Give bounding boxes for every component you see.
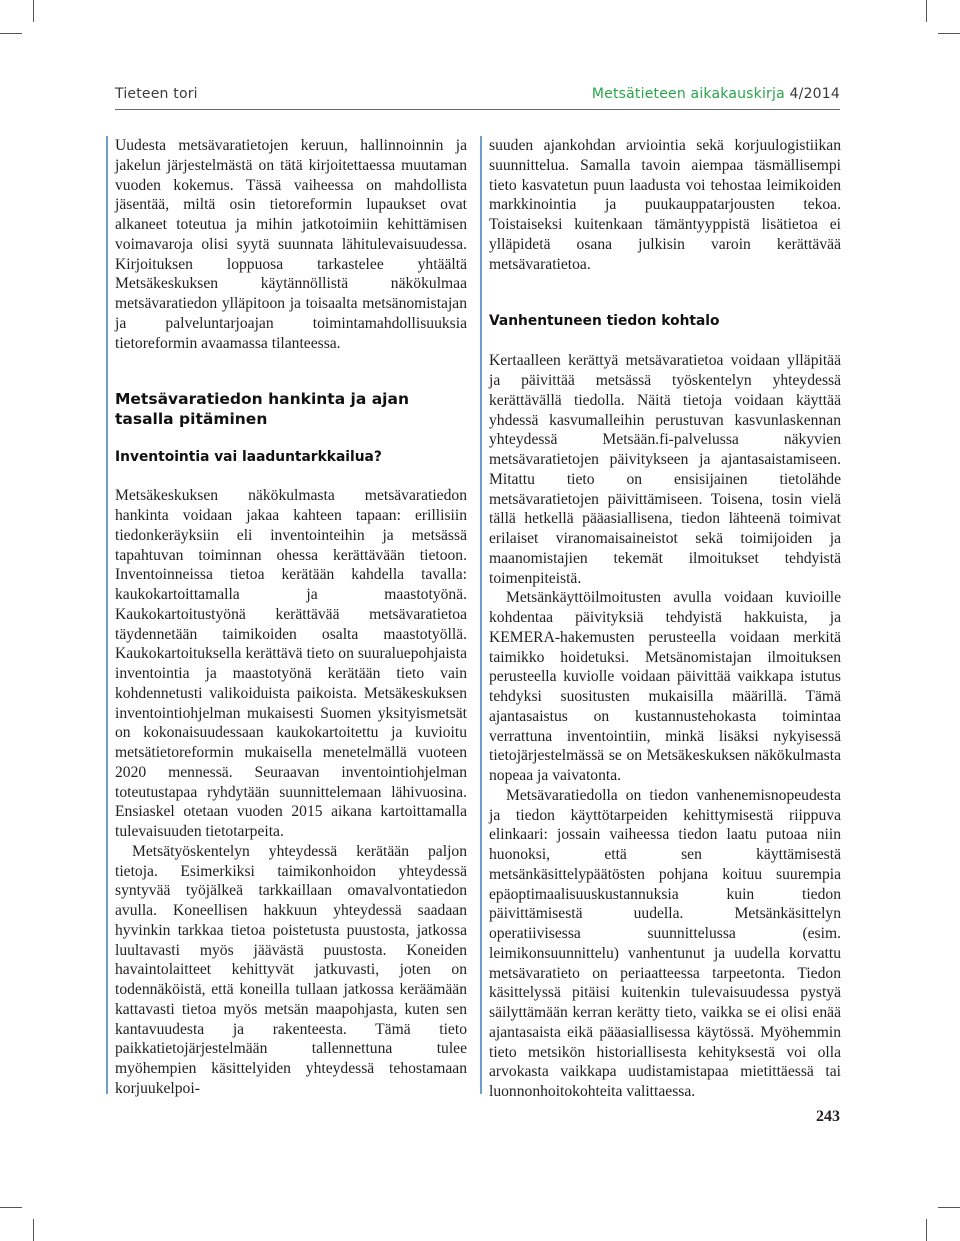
crop-mark — [926, 1219, 927, 1241]
crop-mark — [0, 33, 22, 34]
intro-paragraph: Uudesta metsävaratietojen keruun, hallinnoinnin ja jakelun järjestelmästä on tätä kirjoitettaessa muutaman vuoden kokemus. Tässä vaiheessa on mahdollista jäsentää, miltä osin tietoreformin lupaukset ovat alkaneet toteutua ja mihin jatkotoimiin kehittämisen voimavaroja olisi syytä suunnata lähitulevaisuudessa. Kirjoituksen loppuosa tarkastelee yhtäältä Metsäkeskuksen käytännöllistä näkökulmaa metsävaratiedon ylläpitoon ja toisaalta metsänomistajan ja palveluntarjoajan toimintamahdollisuuksia tietoreformin avaamassa tilanteessa. — [115, 137, 467, 352]
body-paragraph: suuden ajankohdan arviointia sekä korjuulogistiikan suunnittelua. Samalla tavoin aiempaa täsmällisempi tieto kasvatetun puun laadusta voi tehostaa leimikoiden markkinointia ja puukauppatarjousten tekoa. Toistaiseksi kuitenkaan tämäntyyppistä lisätietoa ei ylläpidetä osana julkisin varoin kerättävää metsävaratietoa. — [489, 137, 841, 273]
journal-name: Metsätieteen aikakauskirja — [591, 86, 785, 102]
crop-mark — [926, 0, 927, 22]
left-column — [115, 136, 467, 1099]
running-header-journal — [592, 86, 840, 102]
body-paragraph: Metsänkäyttöilmoitusten avulla voidaan kuvioille kohdentaa päivityksiä tehdyistä hakkuista, ja KEMERA-hakemusten perusteella voidaan merkitä taimikko hoidetuksi. Metsänomistajan ilmoituksen perusteella kuviolle voidaan päivittää vaikkapa istutus tehdyksi suositusten mukaisilla määrillä. Tämä ajantasaistus on kustannustehokasta toimintaa verrattuna inventointiin, minkä lisäksi nykyisessä tietojärjestelmässä se on Metsäkeskuksen näkökulmasta nopeaa ja vaivatonta. — [489, 589, 841, 784]
crop-mark — [938, 33, 960, 34]
crop-mark — [33, 1219, 34, 1241]
body-paragraph: Metsätyöskentelyn yhteydessä kerätään paljon tietoja. Esimerkiksi taimikonhoidon yhteydessä syntyvää työjälkeä tarkkaillaan omavalvontatiedon avulla. Koneellisen hakkuun yhteydessä saadaan hyvinkin tarkkaa tietoa poistetusta puustosta, jatkossa luultavasti myös jäävästä puustosta. Koneiden havaintolaitteet kehittyvät jatkuvasti, joten on todennäköistä, että koneilla tullaan jatkossa keräämään kattavasti tietoa myös metsän maapohjasta, kuten sen kantavuudesta ja rakenteesta. Tämä tieto paikkatietojärjestelmään tallennettuna tulee myöhempien käsittelyiden yhteydessä tehostamaan korjuukelpoi- — [115, 842, 467, 1097]
crop-mark — [33, 0, 34, 22]
subheading: Vanhentuneen tiedon kohtalo — [489, 313, 720, 330]
body-paragraph: Kertaalleen kerättyä metsävaratietoa voidaan ylläpitää ja päivittää metsässä työskentelyn yhteydessä kerättävällä tiedolla. Näitä tietoja voidaan käyttää yhdessä kasvumalleihin perustuvan kasvunlaskennan yhteydessä Metsään.fi-palvelussa näkyvien metsävaratietojen päivitykseen ja ajantasaistamiseen. Mitattu tieto on ensisijainen tietolähde metsävaratietojen päivittämiseen. Toisena, tosin vielä tällä hetkellä pääasiallisena, tiedon lähteenä toimivat erilaiset viranomaisaineistot sekä toimijoiden ja maanomistajien tekemät ilmoitukset tehdyistä toimenpiteistä. — [489, 352, 841, 587]
header-rule — [115, 109, 840, 110]
right-column — [489, 136, 841, 1102]
section-heading: Metsävaratiedon hankinta ja ajan tasalla pitäminen — [115, 390, 409, 429]
page-number: 243 — [816, 1108, 840, 1125]
subheading: Inventointia vai laaduntarkkailua? — [115, 449, 382, 466]
crop-mark — [0, 1207, 22, 1208]
body-paragraph: Metsävaratiedolla on tiedon vanhenemisnopeudesta ja tiedon käyttötarpeiden kehittymisestä riippuva elinkaari: jossain vaiheessa tiedon laatu putoaa niin huonoksi, että sen käyttämisestä metsänkäsittelypäätösten pohjana koituu suurempia epäoptimaalisuuskustannuksia kuin tiedon päivittämisestä uudella. Metsänkäsittelyn operatiivisessa suunnittelussa (esim. leimikonsuunnittelu) vanhentunut ja uudella korvattu metsävaratieto on periaatteessa tarpeetonta. Tiedon käsittelyssä pitäisi kuitenkin tulevaisuudessa pystyä säilyttämään kerran kerätty tieto, vaikka se ei olisi enää ajantasaista eikä pääasiallisessa käytössä. Myöhemmin tieto metsikön historiallisesta kehityksestä voi olla arvokasta vaikkapa uudistamistapaa mietittäessä tai luonnonhoitokohteita valittaessa. — [489, 786, 841, 1100]
right-column-bar — [480, 136, 482, 1094]
running-header-section: Tieteen tori — [115, 86, 198, 102]
body-paragraph: Metsäkeskuksen näkökulmasta metsävaratiedon hankinta voidaan jakaa kahteen tapaan: erillisiin tiedonkeräyksiin eli inventointeihin ja metsässä tapahtuvan toiminnan ohessa kerättävään tietoon. Inventoinneissa tietoa kerätään kahdella tavalla: kaukokartoittamalla ja maastotyönä. Kaukokartoitustyönä kerättävää metsävaratietoa täydennetään taimikoiden osalta maastotyöllä. Kaukokartoituksella kerättävä tieto on suuraluepohjaista inventointia ja maastotyönä kerätään tieto vain kohdennetusti valikoiduista paikoista. Metsäkeskuksen inventointiohjelman mukaisesti Suomen yksityismetsät on kokonaisuudessaan kaukokartoitettu ja kuvioitu metsätietoreformin mukaisella menetelmällä vuoteen 2020 mennessä. Seuraavan inventointiohjelman toteutustapaa ryhdytään suunnittelemaan lähivuosina. Ensiaskel otetaan vuoden 2015 aikana kartoittamalla tulevaisuuden tietotarpeita. — [115, 487, 467, 840]
left-column-bar — [106, 136, 108, 1094]
journal-issue: 4/2014 — [789, 86, 840, 102]
crop-mark — [938, 1207, 960, 1208]
